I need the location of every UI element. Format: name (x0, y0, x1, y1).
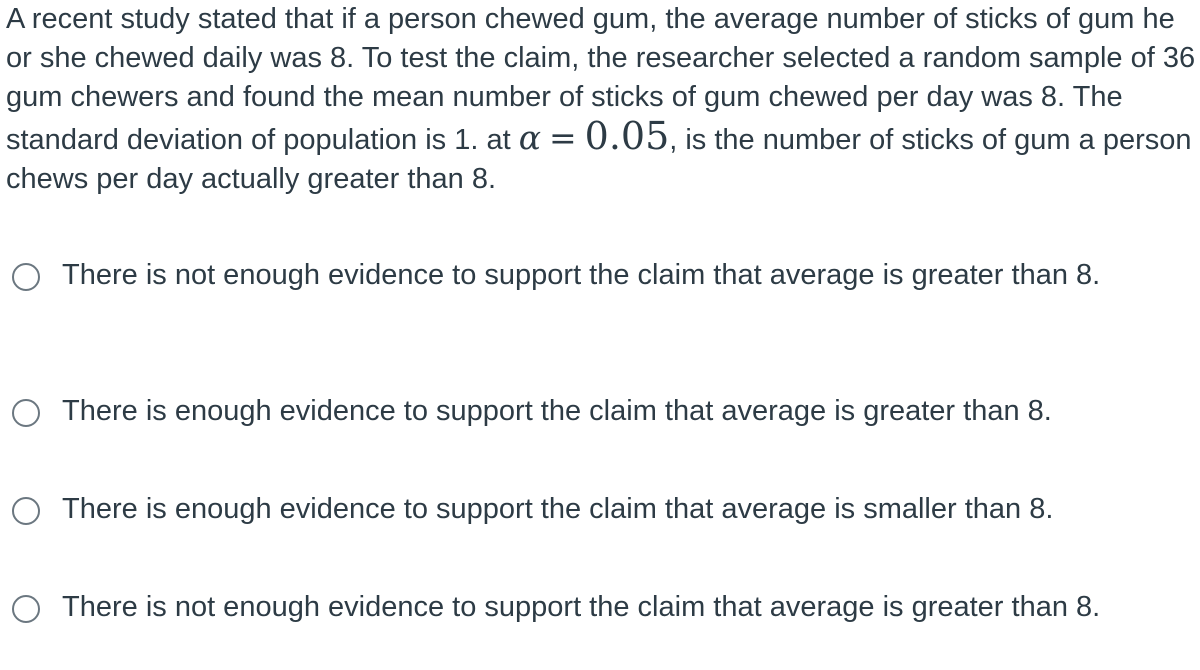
alpha-symbol: α (518, 118, 541, 157)
answer-option-4[interactable] (12, 589, 1192, 626)
radio-button-icon[interactable] (12, 497, 40, 525)
answer-option-label: There is enough evidence to support the claim that average is smaller than 8. (62, 493, 1054, 525)
radio-button-icon[interactable] (12, 263, 40, 291)
question-text-part1: A recent study stated that if a person chewed gum, the average number of sticks of gum he or she chewed daily was 8. To test the claim, the researcher selected a random sample of 36 gum chewers and found the mean number of sticks of gum chewed per day was 8. The standard deviation of population is 1. at (6, 3, 1196, 156)
alpha-value: 0.05 (584, 114, 670, 158)
question-text-part2: , is the number of sticks of gum a person chews per day actually greater than 8. (6, 124, 1192, 195)
equals-symbol: = (548, 118, 577, 157)
radio-button-icon[interactable] (12, 399, 40, 427)
answer-option-1[interactable] (12, 257, 1192, 294)
radio-button-icon[interactable] (12, 595, 40, 623)
answer-option-label: There is not enough evidence to support the claim that average is greater than 8. (62, 591, 1101, 623)
answer-option-label: There is not enough evidence to support the claim that average is greater than 8. (62, 259, 1101, 291)
answer-option-2[interactable] (12, 393, 1192, 430)
answer-option-label: There is enough evidence to support the claim that average is greater than 8. (62, 395, 1052, 427)
answer-option-3[interactable] (12, 491, 1192, 528)
